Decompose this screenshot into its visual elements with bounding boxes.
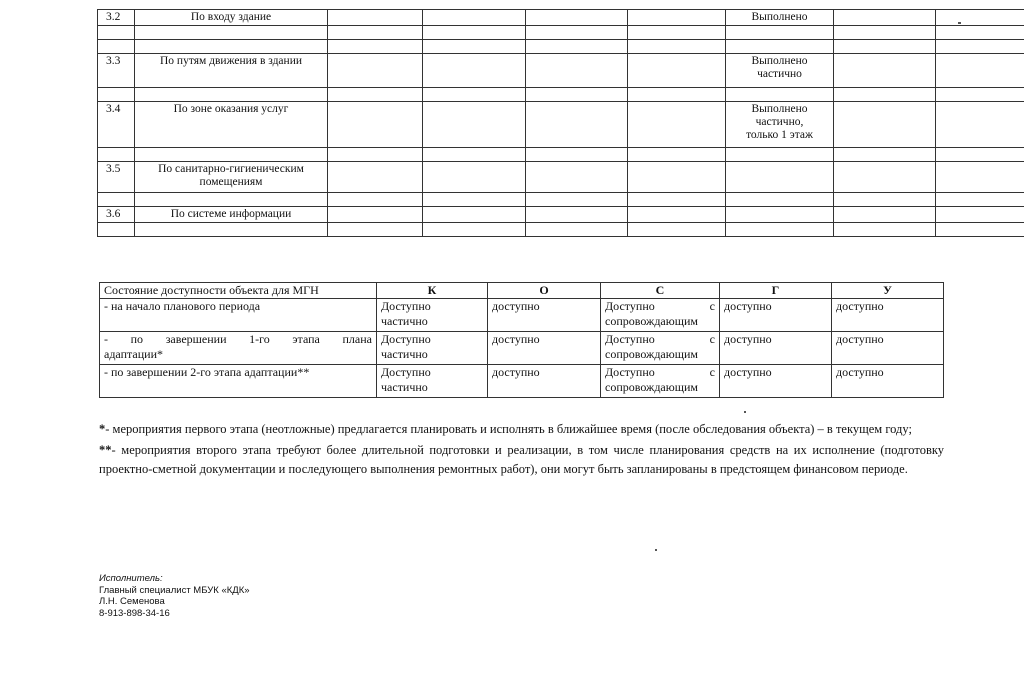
table-row [98, 102, 1024, 148]
cell-k: Доступно частично [377, 299, 488, 332]
cell-o: доступно [488, 299, 601, 332]
row-label: - по завершении 2-го этапа адаптации** [100, 365, 377, 398]
row-label: - на начало планового периода [100, 299, 377, 332]
table-row [98, 54, 1024, 88]
table-row [100, 365, 944, 398]
row-number: 3.6 [98, 207, 135, 223]
column-header-g: Г [720, 283, 832, 299]
spacer-row [98, 193, 1024, 207]
column-header-k: К [377, 283, 488, 299]
cell-k: Доступно частично [377, 332, 488, 365]
measures-table [97, 9, 1024, 237]
cell-g: доступно [720, 332, 832, 365]
table-row [98, 10, 1024, 26]
executor-name: Л.Н. Семенова [99, 596, 165, 607]
executor-block [99, 573, 250, 619]
table-row [100, 299, 944, 332]
executor-caption: Исполнитель: [99, 573, 163, 584]
spacer-row [98, 223, 1024, 237]
cell-s: Доступно с сопровождающим [601, 365, 720, 398]
cell-o: доступно [488, 332, 601, 365]
scan-speck [958, 22, 961, 24]
accessibility-status-table [99, 282, 944, 398]
row-number: 3.3 [98, 54, 135, 88]
row-label: По зоне оказания услуг [135, 102, 328, 148]
spacer-row [98, 148, 1024, 162]
status-table-title: Состояние доступности объекта для МГН [100, 283, 377, 299]
row-label: По санитарно-гигиеническим помещениям [135, 162, 328, 193]
column-header-s: С [601, 283, 720, 299]
row-number: 3.2 [98, 10, 135, 26]
row-result: Выполнено [726, 10, 834, 26]
cell-k: Доступно частично [377, 365, 488, 398]
row-result: Выполнено частично, только 1 этаж [726, 102, 834, 148]
cell-o: доступно [488, 365, 601, 398]
spacer-row [98, 88, 1024, 102]
cell-u: доступно [832, 299, 944, 332]
footnotes [99, 420, 944, 479]
executor-position: Главный специалист МБУК «КДК» [99, 584, 250, 596]
cell-g: доступно [720, 365, 832, 398]
row-number: 3.4 [98, 102, 135, 148]
row-result: Выполнено частично [726, 54, 834, 88]
cell-s: Доступно с сопровождающим [601, 332, 720, 365]
footnote-1: *- мероприятия первого этапа (неотложные) предлагается планировать и исполнять в ближайшее время (после обследования объекта) – в текущем году; [99, 422, 912, 436]
column-header-o: О [488, 283, 601, 299]
row-label: - по завершении 1-го этапа плана адаптации* [100, 332, 377, 365]
column-header-u: У [832, 283, 944, 299]
table-header-row [100, 283, 944, 299]
table-row [98, 207, 1024, 223]
cell-u: доступно [832, 365, 944, 398]
cell-g: доступно [720, 299, 832, 332]
table-row [100, 332, 944, 365]
row-number: 3.5 [98, 162, 135, 193]
row-label: По путям движения в здании [135, 54, 328, 88]
scan-speck [655, 549, 657, 551]
row-label: По системе информации [135, 207, 328, 223]
spacer-row [98, 40, 1024, 54]
footnote-2: **- мероприятия второго этапа требуют более длительной подготовки и реализации, в том числе планирования средств на их исполнение (подготовку проектно-сметной документации и последующего выполнения ремонтных работ), они могут быть запланированы в предстоящем финансовом периоде. [99, 443, 944, 476]
spacer-row [98, 26, 1024, 40]
cell-u: доступно [832, 332, 944, 365]
table-row [98, 162, 1024, 193]
cell-s: Доступно с сопровождающим [601, 299, 720, 332]
scan-speck [744, 411, 746, 413]
executor-phone: 8-913-898-34-16 [99, 607, 170, 619]
row-label: По входу здание [135, 10, 328, 26]
